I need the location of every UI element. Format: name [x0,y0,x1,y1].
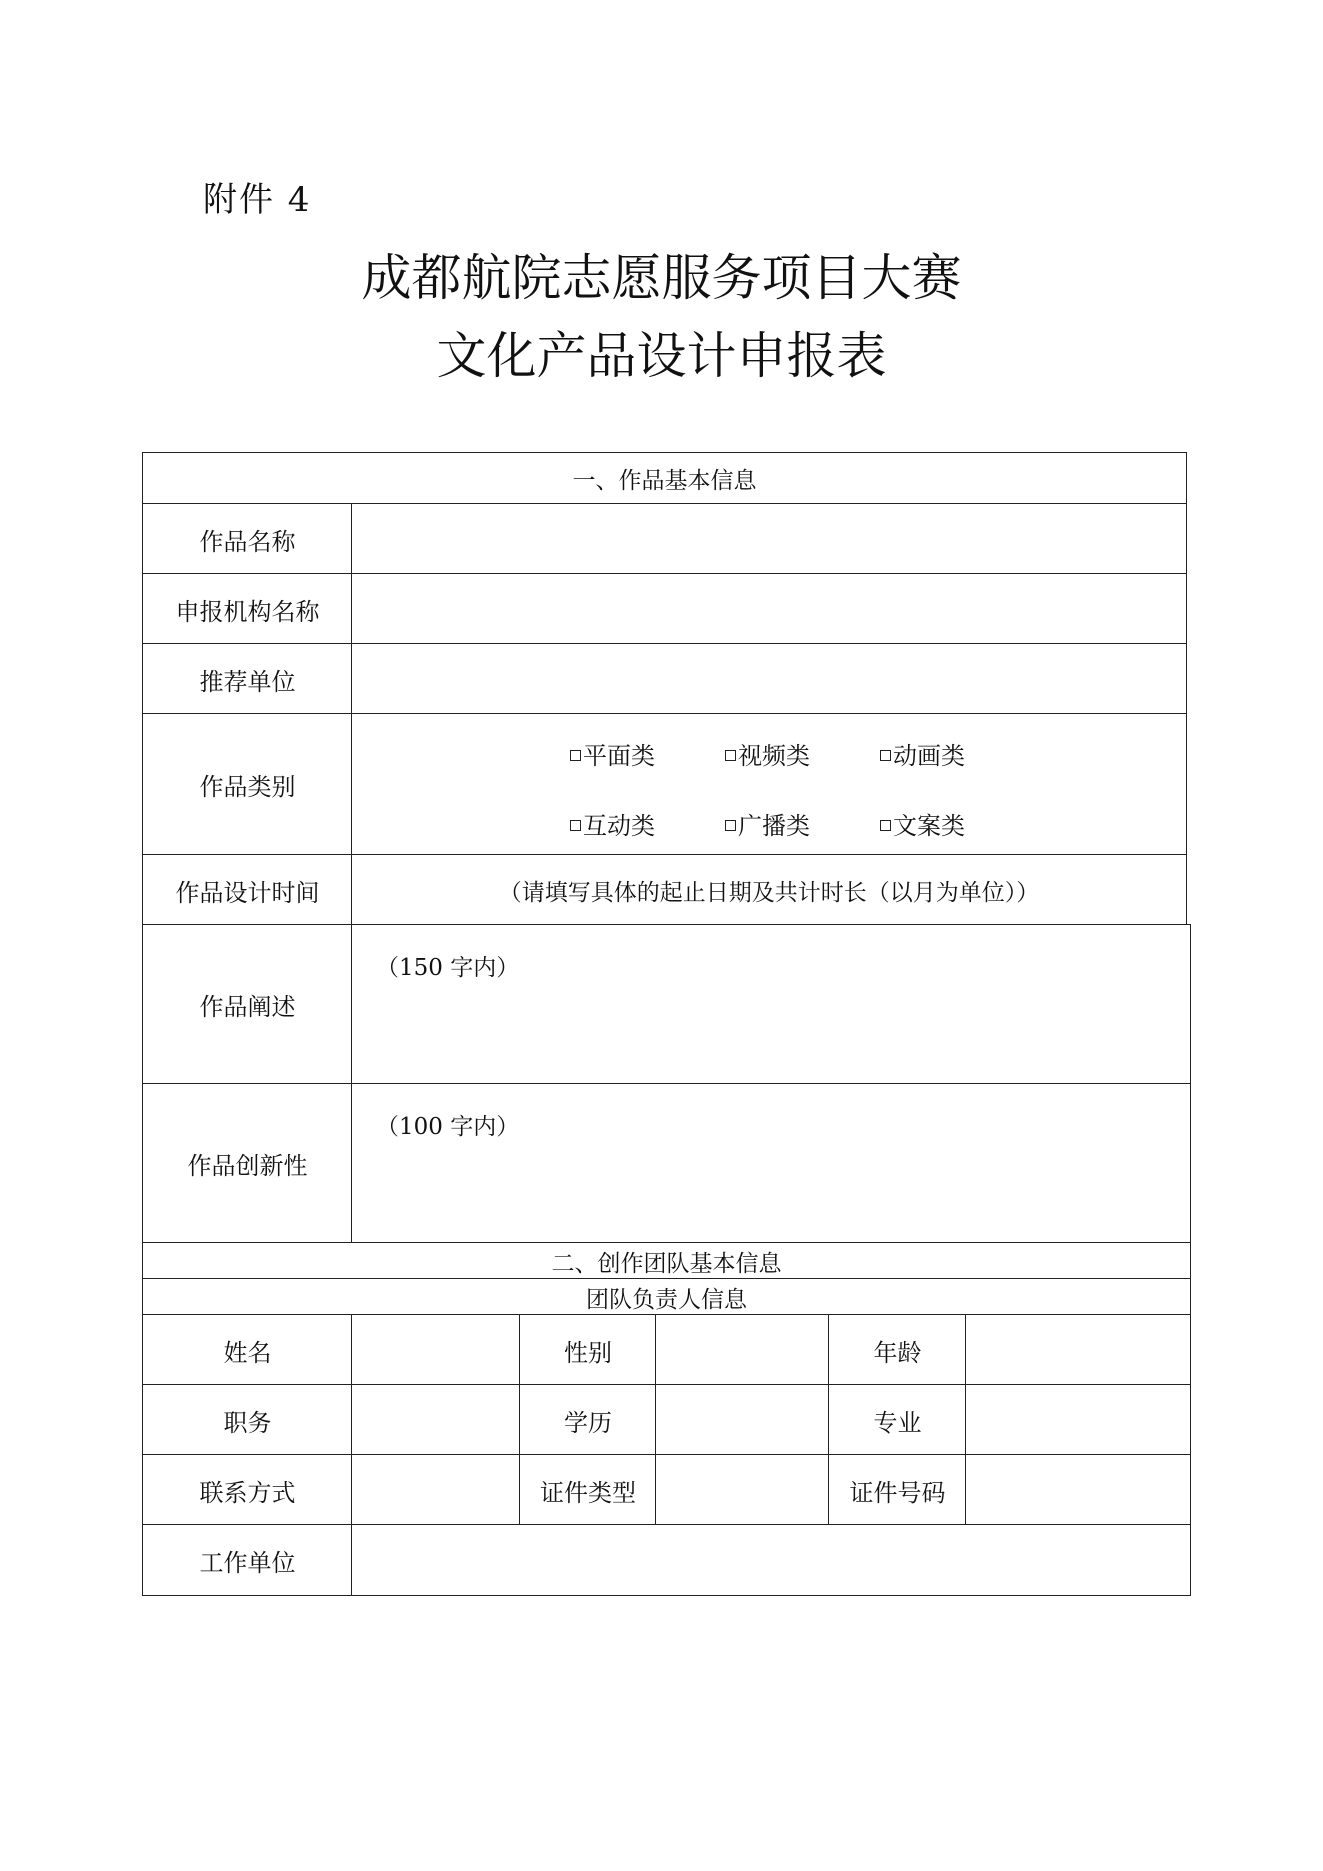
category-option-copywriting[interactable] [880,788,1035,858]
workplace-label [142,1524,353,1596]
innovation-hint-pre: （ [376,1114,399,1140]
checkbox-icon[interactable] [570,750,581,761]
description-field[interactable] [351,924,1191,1085]
description-hint-num: 150 [399,955,443,981]
org-label-text: 申报机构名称 [175,597,320,626]
age-label [828,1314,967,1386]
education-label [519,1384,657,1456]
innovation-label [142,1083,353,1244]
age-label-text: 年龄 [873,1338,922,1367]
description-hint-post: 字内） [442,955,520,981]
section2-subheading-text: 团队负责人信息 [586,1286,747,1313]
id-number-label [828,1454,967,1526]
id-number-field[interactable] [965,1454,1191,1526]
work-name-label-text: 作品名称 [199,527,296,556]
name-field[interactable] [351,1314,521,1386]
innovation-hint [376,1108,519,1141]
description-label-text: 作品阐述 [199,993,296,1021]
major-label-text: 专业 [873,1408,922,1437]
category-option-interactive[interactable] [570,788,725,858]
category-option-graphic[interactable] [570,718,725,788]
innovation-hint-num: 100 [399,1114,443,1140]
id-type-label-text: 证件类型 [540,1478,636,1507]
category-option-label: 平面类 [583,741,655,770]
gender-label [519,1314,657,1386]
major-field[interactable] [965,1384,1191,1456]
form-title-line2: 文化产品设计申报表 [436,327,887,385]
category-option-broadcast[interactable] [725,788,880,858]
form-title-line1: 成都航院志愿服务项目大赛 [361,249,962,307]
design-time-label-text: 作品设计时间 [175,878,320,907]
innovation-field[interactable] [351,1083,1191,1244]
id-type-label [519,1454,657,1526]
contact-label [142,1454,353,1526]
work-name-field[interactable] [351,503,1187,575]
position-label-text: 职务 [223,1408,272,1437]
gender-field[interactable] [655,1314,830,1386]
recommend-label [142,643,353,715]
position-label [142,1384,353,1456]
name-label [142,1314,353,1386]
innovation-label-text: 作品创新性 [187,1152,308,1180]
description-hint-pre: （ [376,955,399,981]
contact-field[interactable] [351,1454,521,1526]
design-time-field[interactable] [351,854,1187,926]
contact-label-text: 联系方式 [199,1478,296,1507]
checkbox-icon[interactable] [725,820,736,831]
category-option-label: 文案类 [893,811,965,840]
position-field[interactable] [351,1384,521,1456]
category-label-text: 作品类别 [199,773,296,801]
section1-heading [142,452,1187,504]
work-name-label [142,503,353,575]
org-field[interactable] [351,573,1187,645]
category-option-label: 互动类 [583,811,655,840]
category-options [570,718,1020,840]
section1-heading-text: 一、作品基本信息 [572,467,757,494]
section2-heading [142,1242,1191,1280]
checkbox-icon[interactable] [725,750,736,761]
annex-label: 附件 4 [203,180,312,220]
category-option-label: 视频类 [738,741,810,770]
workplace-label-text: 工作单位 [199,1548,296,1577]
education-field[interactable] [655,1384,830,1456]
education-label-text: 学历 [564,1408,612,1437]
design-time-hint: （请填写具体的起止日期及共计时长（以月为单位）） [498,879,1040,906]
major-label [828,1384,967,1456]
category-label [142,713,353,856]
design-time-label [142,854,353,926]
gender-label-text: 性别 [564,1338,612,1367]
name-label-text: 姓名 [223,1338,272,1367]
org-label [142,573,353,645]
checkbox-icon[interactable] [570,820,581,831]
description-hint [376,949,519,982]
age-field[interactable] [965,1314,1191,1386]
workplace-field[interactable] [351,1524,1191,1596]
checkbox-icon[interactable] [880,820,891,831]
id-number-label-text: 证件号码 [849,1478,946,1507]
category-option-label: 动画类 [893,741,965,770]
section2-heading-text: 二、创作团队基本信息 [551,1250,782,1277]
category-option-label: 广播类 [738,811,810,840]
id-type-field[interactable] [655,1454,830,1526]
section2-subheading [142,1278,1191,1316]
category-option-animation[interactable] [880,718,1035,788]
innovation-hint-post: 字内） [442,1114,520,1140]
recommend-label-text: 推荐单位 [199,667,296,696]
recommend-field[interactable] [351,643,1187,715]
description-label [142,924,353,1085]
checkbox-icon[interactable] [880,750,891,761]
category-option-video[interactable] [725,718,880,788]
